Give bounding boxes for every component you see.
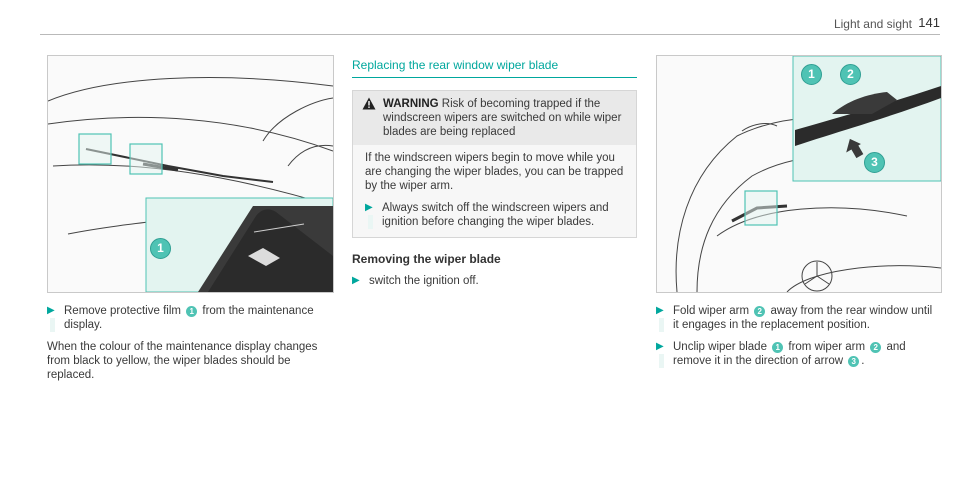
step-fold-wiper-arm: ▶ Fold wiper arm 2 away from the rear window until it engages in the replacement position. xyxy=(656,305,933,331)
rear-window-illustration xyxy=(657,56,941,292)
warning-body xyxy=(353,145,636,237)
warning-triangle-icon xyxy=(362,97,376,114)
step-remove-film: ▶ Remove protective film 1 from the maintenance display. xyxy=(47,305,314,331)
step-switch-off-wipers: ▶ Always switch off the windscreen wipers and ignition before changing the wiper blades. xyxy=(365,202,609,228)
step-bar xyxy=(368,215,373,229)
callout-2: 2 xyxy=(840,64,861,85)
left-text-column xyxy=(47,304,332,390)
triangle-arrow-icon: ▶ xyxy=(656,305,664,316)
badge-2: 2 xyxy=(754,306,765,317)
step-unclip-blade: ▶ Unclip wiper blade 1 from wiper arm 2 and remove it in the direction of arrow 3 . xyxy=(656,341,906,367)
right-text-column xyxy=(656,304,941,376)
callout-3: 3 xyxy=(864,152,885,173)
step-ignition-off: ▶ switch the ignition off. xyxy=(352,275,479,287)
warning-head xyxy=(353,91,636,145)
page-number: 141 xyxy=(918,15,940,30)
section-heading: Replacing the rear window wiper blade xyxy=(352,58,637,78)
step-bar xyxy=(50,318,55,332)
badge-2: 2 xyxy=(870,342,881,353)
warning-head-text: Risk of becoming trapped if the windscreen wipers are switched on while wiper blades are being replaced xyxy=(383,98,622,138)
windscreen-illustration xyxy=(48,56,333,292)
figure-windscreen xyxy=(47,55,334,293)
step-bar xyxy=(659,318,664,332)
figure-rear-window xyxy=(656,55,942,293)
subheading-removing: Removing the wiper blade xyxy=(352,252,501,266)
middle-column xyxy=(352,58,637,296)
callout-1: 1 xyxy=(801,64,822,85)
section-title-header: Light and sight xyxy=(833,17,912,31)
maintenance-paragraph: When the colour of the maintenance display changes from black to yellow, the wiper blades should be replaced. xyxy=(47,341,318,381)
callout-1: 1 xyxy=(150,238,171,259)
triangle-arrow-icon: ▶ xyxy=(352,275,360,286)
triangle-arrow-icon: ▶ xyxy=(656,341,664,352)
warning-label: WARNING xyxy=(383,98,439,110)
triangle-arrow-icon: ▶ xyxy=(365,202,373,213)
step-bar xyxy=(659,354,664,368)
badge-1: 1 xyxy=(772,342,783,353)
page-header xyxy=(40,8,940,35)
triangle-arrow-icon: ▶ xyxy=(47,305,55,316)
badge-1: 1 xyxy=(186,306,197,317)
warning-box xyxy=(352,90,637,238)
badge-3: 3 xyxy=(848,356,859,367)
warning-body-text: If the windscreen wipers begin to move while you are changing the wiper blades, you can be trapped by the wiper arm. xyxy=(365,152,624,192)
